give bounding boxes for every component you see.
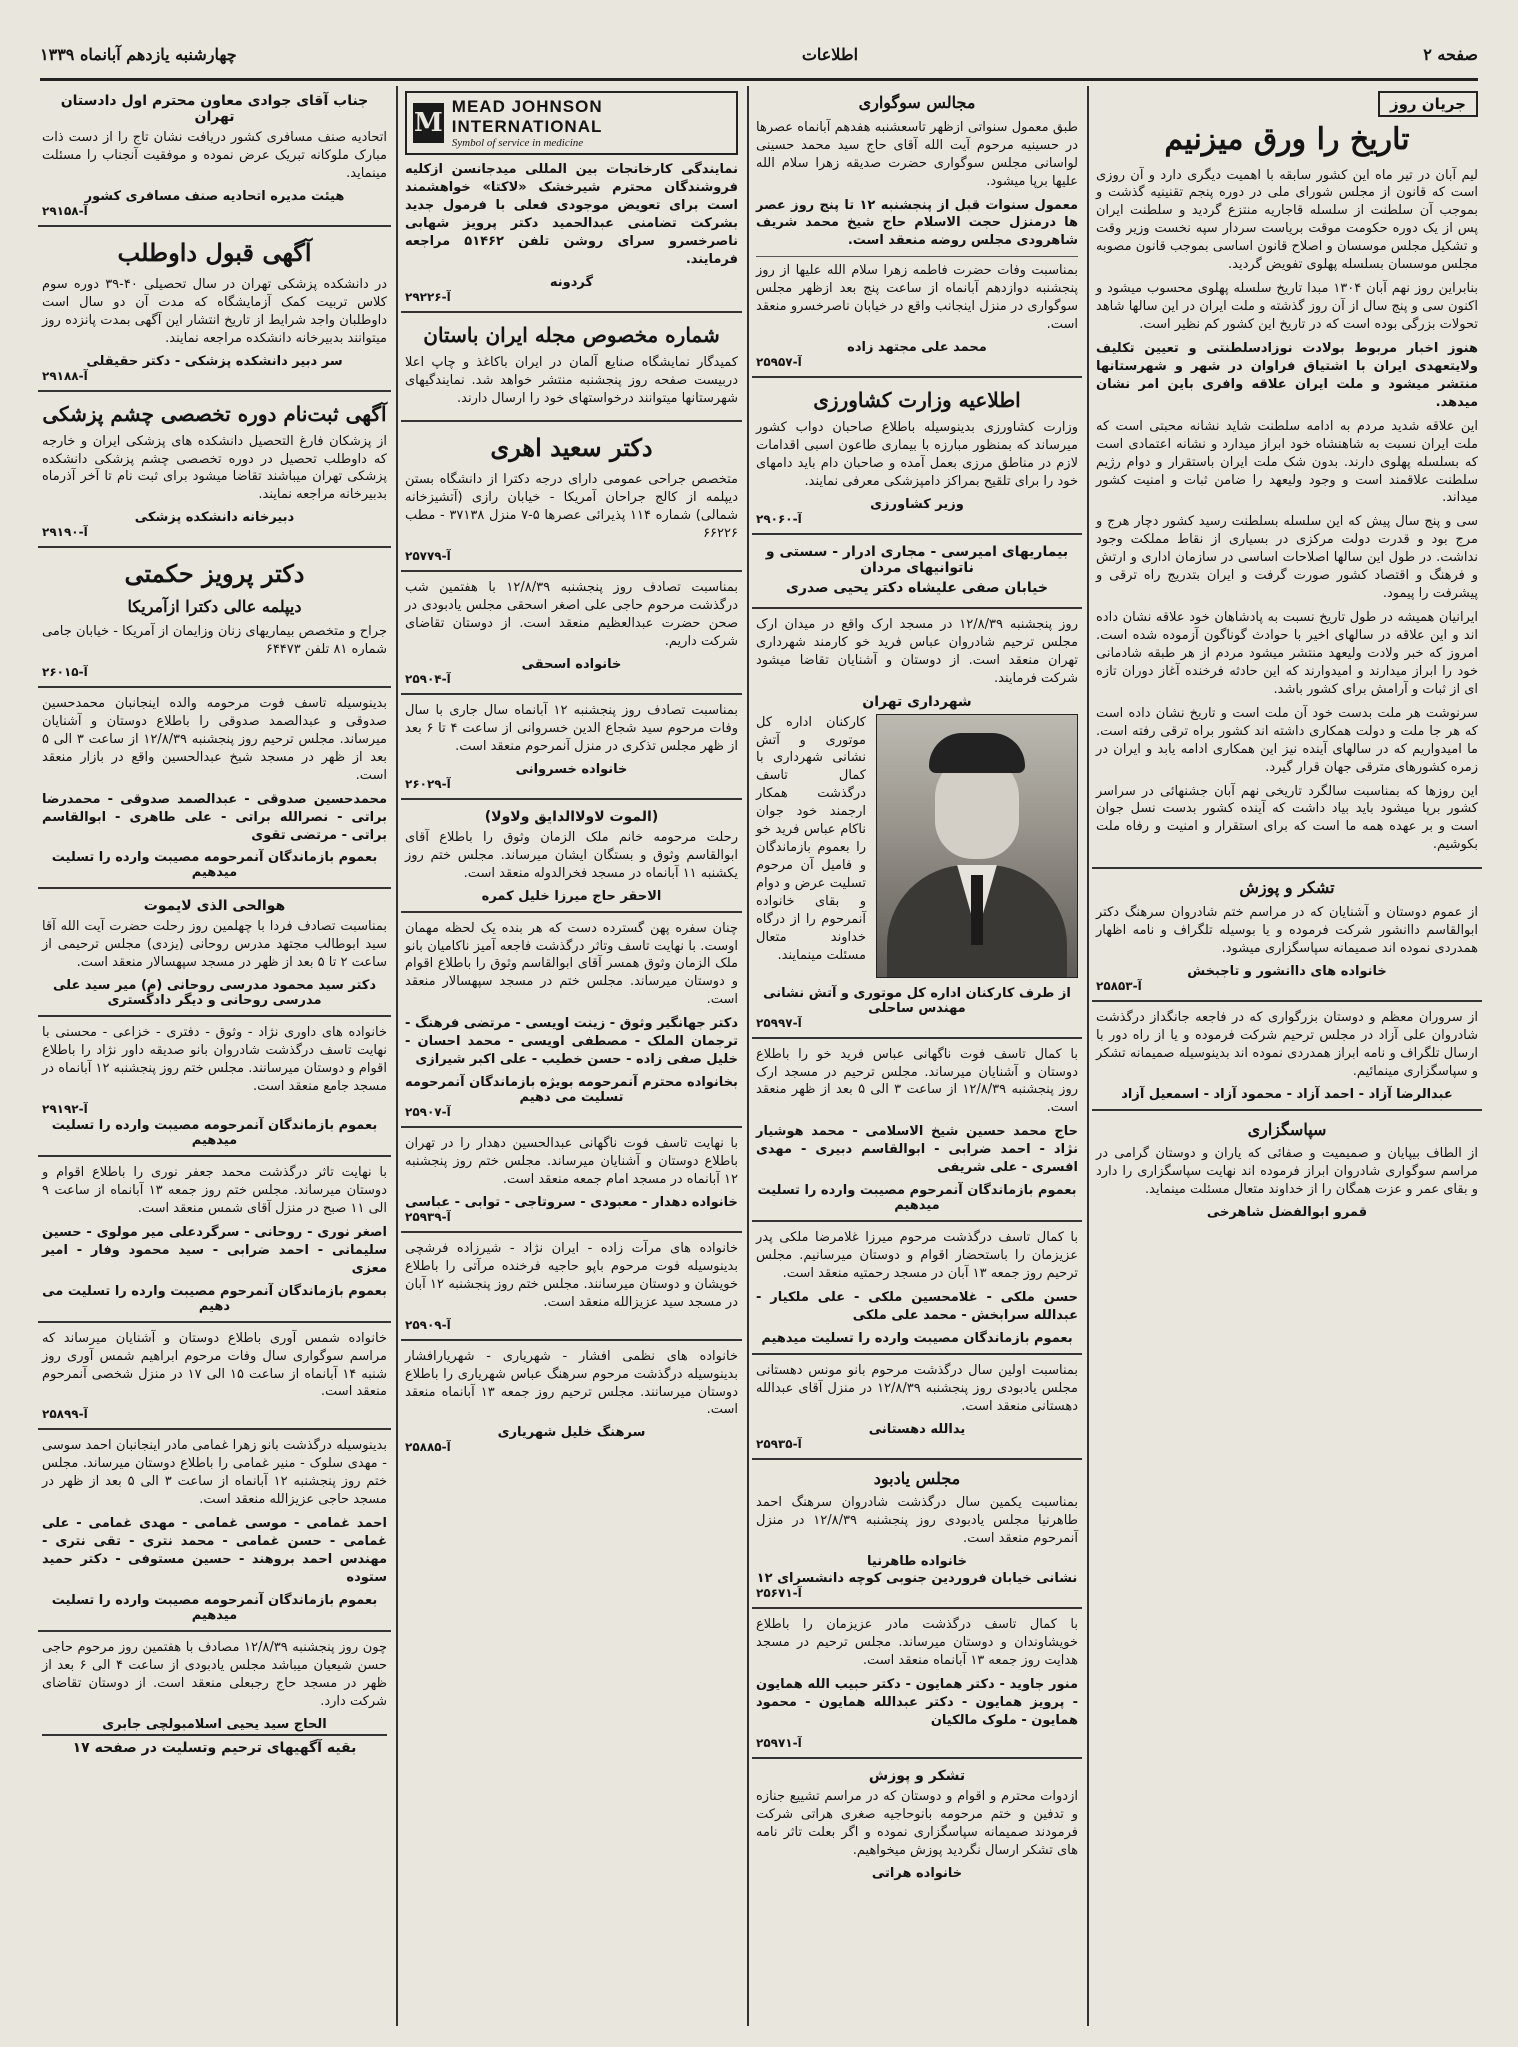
notice-condolence: بعموم بازماندگان مصیبت وارده را تسلیت میدهیم — [761, 1330, 1073, 1346]
notice-body: کارکنان اداره کل موتوری و آتش نشانی شهرداری با کمال تاسف درگذشت همکار ارجمند خود جوان ناکام عباس فرید خو را بعموم بازماندگان و فامیل آن مرحوم تسلیت عرض و دوام و بقای خانواده آنمرحوم را از درگاه خداوند متعال مسئلت مینمایند. — [756, 714, 866, 963]
notice-body: طبق معمول سنواتی ازظهر تاسعشنبه هفدهم آبانماه عصرها در حسینیه مرحوم آیت الله آقای حاج سید محمد حسینی لواسانی مجلس سوگواری حضرت صدیقه زهرا سلام الله علیها برپا میشود. — [756, 119, 1078, 189]
column-notices-3 — [401, 84, 742, 2034]
notice-names: احمد غمامی - موسی غمامی - مهدی غمامی - علی غمامی - حسن غمامی - محمد نتری - تقی نتری - مهندس احمد بروهند - حسین مستوفی - دکتر حمید ستوده — [42, 1516, 387, 1585]
notice-thanks — [752, 1759, 1082, 1888]
notice-memorial — [401, 572, 742, 695]
editorial-paragraph: بنابراین روز نهم آبان ۱۳۰۴ مبدا تاریخ سلسله پهلوی محسوب میشود و اکنون سی و پنج سال از آن روز گذشته و ملت ایران در این سالها شاهد تحولات بزرگی بوده است که در تاریخ این کشور کم نظیر است. — [1096, 281, 1478, 332]
editorial-paragraph: ایرانیان همیشه در طول تاریخ نسبت به پادشاهان خود علاقه نشان داده اند و این علاقه در سالهای اخیر با حوادث گوناگون آزموده شده است. امروز که خبر ولادت ولیعهد منتشر میشود مردم از هر طبقه شادمانی خود را ابراز میدارند و امیدوارند که این حادثه فرخنده آغاز دوران تازه ای از ثبات و آرامش برای کشور باشد. — [1096, 610, 1478, 697]
notice-body: بمناسبت تصادف فردا با چهلمین روز رحلت حضرت آیت الله آقا سید ابوطالب مجتهد مدرس روحانی (یزدی) مجلس ترحیمی از ساعت ۲ تا ۵ بعد از ظهر در مسجد سپهسالار منعقد است. — [42, 919, 387, 971]
ad-signature: گردونه — [549, 274, 594, 290]
notice-body: بمناسبت اولین سال درگذشت مرحوم بانو مونس دهستانی مجلس یادبودی روز پنجشنبه ۱۲/۸/۳۹ در منزل آقای عبدالله دهستانی منعقد است. — [756, 1362, 1078, 1414]
notice-title: اطلاعیه وزارت کشاورزی — [813, 388, 1021, 413]
notice-body: از پزشکان فارغ التحصیل دانشکده های پزشکی ایران و خارجه که داوطلب تحصیل در دوره تخصصی چشم پزشکی دانشکده پزشکی تهران میباشند تقاضا میشود برای ثبت نام تا آخر آذرماه بدبیرخانه مراجعه نمایند. — [42, 433, 387, 503]
notice-signature: سرهنگ خلیل شهریاری — [497, 1425, 646, 1441]
notice-title: تشکر و پوزش — [1239, 878, 1335, 898]
editorial-paragraph: هنوز اخبار مربوط بولادت نوزادسلطنتی و تعیین تکلیف ولایتعهدی ایران با اشتیاق فراوان در شهر و شهرستانها منتشر میشود و ملت ایران علاقه وافری باین امر نشان میدهد. — [1096, 340, 1478, 410]
notice-body: از عموم دوستان و آشنایان که در مراسم ختم شادروان سرهنگ دکتر ابوالقاسم داانشور شرکت فرموده و یا بوسیله تلگراف و نامه اظهار همدردی نموده اند صمیمانه سپاسگزاری میشود. — [1096, 905, 1478, 956]
ad-reference: ۲۵۹۳۵-آ — [756, 1436, 802, 1451]
notice-body: خانواده های مرآت زاده - ایران نژاد - شیرزاده فرشچی بدینوسیله فوت مرحوم باپو حاجیه فرخنده مرآتی را باطلاع خویشان و دوستان میرسانند. مجلس ختم روز پنجشنبه ۱۲ آبان در مسجد سید عزیزالله منعقد است. — [405, 1240, 738, 1310]
editorial-paragraph: این علاقه شدید مردم به ادامه سلطنت شاید نشانه محبتی است که ملت ایران نسبت به شاهنشاه خود ابراز میدارد و نشانه اعتمادی است که بسلسله پهلوی دارند. بدون شک ملت ایران باستقرار و دوام رژیم سلطنت علاقمند است و وجود ولیعهد را ضامن ثبات و امنیت کشور میداند. — [1096, 418, 1478, 506]
notice-thanks — [1092, 1002, 1482, 1111]
column-editorial — [1092, 84, 1482, 2034]
notice-memorial — [38, 1323, 391, 1431]
ad-title: شماره مخصوص مجله ایران باستان — [423, 322, 720, 347]
notice-body: معمول سنوات قبل از پنجشنبه ۱۲ تا پنج روز عصر ها درمنزل حجت الاسلام حاج شیخ محمد شریف شاهرودی مجلس روضه منعقد است. — [756, 197, 1078, 249]
notice-signature: خانواده دهدار - معبودی - سروتاجی - توابی - عباسی — [405, 1194, 738, 1210]
notice-title: (الموت لاولاالدایق ولاولا) — [484, 808, 659, 825]
notice-mourning — [38, 889, 391, 1017]
ad-subtitle: دیپلمه عالی دکترا ازآمریکا — [127, 597, 302, 617]
notice-signature: دبیرخانه دانشکده پزشکی — [134, 510, 295, 526]
notice-condolence: بعموم بازماندگان آنمرحومه مصیبت وارده را تسلیت میدهیم — [51, 850, 378, 881]
notice-municipality — [752, 609, 1082, 1039]
ad-title: دکتر سعید اهری — [490, 433, 653, 463]
notice-title: آگهی قبول داوطلب — [117, 237, 312, 267]
ad-doctor — [401, 422, 742, 572]
notice-body: وزارت کشاورزی بدینوسیله باطلاع صاحبان دواب کشور میرساند که بمنظور مبارزه با بیماری طاعون اسبی اقدامات لازم در مناطق مرزی بعمل آمده و صاحبان دام باید دامهای خود را برای تلقیح بمراکز دامپزشکی معرفی نمایند. — [756, 420, 1078, 489]
ad-reference: ۲۵۶۷۱-آ — [756, 1586, 802, 1601]
portrait-photo — [876, 714, 1078, 978]
notice-condolence: بعموم بازماندگان آنمرحوم مصیبت وارده را تسلیت میدهیم — [757, 1183, 1077, 1214]
ad-title: بیماریهای امیرسی - مجاری ادرار - سستی و ناتوانیهای مردان — [765, 543, 1069, 576]
paper-name: اطلاعات — [801, 44, 859, 64]
ad-reference: ۲۹۲۲۶-آ — [405, 289, 451, 304]
notice-address: نشانی خیابان فروردین جنوبی کوچه دانشسرای ۱۲ — [756, 1571, 1078, 1587]
notice-condolence: بعموم بازماندگان آنمرحوم مصیبت وارده را تسلیت می دهیم — [42, 1283, 387, 1314]
notice-signature: خانواده هراتی — [871, 1865, 963, 1881]
notice-body: ازدوات محترم و اقوام و دوستان که در مراسم تشییع جنازه و تدفین و ختم مرحومه بانوحاجیه صغری هراتی شرکت فرمودند صمیمانه سپاسگزاری نموده و اگر بعلت تاثر نامه های تشکر ارسال نگردید پوزش میخواهیم. — [756, 1788, 1078, 1858]
ad-reference: ۲۹۱۵۸-آ — [42, 203, 88, 218]
notice-body: بمناسبت تصادف روز پنجشنبه ۱۲/۸/۳۹ با هفتمین شب درگذشت مرحوم حاجی علی اصغر اسحقی مجلس یادبودی در صحن حضرت عبدالعظیم منعقد است. از دوستان تقاضای شرکت داریم. — [405, 580, 738, 649]
notice-signature: خانواده طاهرنیا — [867, 1554, 967, 1570]
notice-title: جناب آقای جوادی معاون محترم اول دادستان تهران — [60, 93, 369, 125]
ad-reference: ۲۵۸۹۹-آ — [42, 1407, 88, 1422]
ad-reference: ۲۹۱۹۲-آ — [42, 1102, 88, 1117]
notice-body: با نهایت تاثر درگذشت محمد جعفر نوری را باطلاع اقوام و دوستان میرساند. مجلس ختم روز جمعه ۱۳ آبانماه از ساعت ۹ الی ۱۱ صبح در منزل آقای شمس منعقد است. — [42, 1165, 387, 1216]
notice-names: حسن ملکی - غلامحسین ملکی - علی ملکیار - عبدالله سرابخش - محمد علی ملکی — [756, 1289, 1078, 1323]
editorial — [1092, 84, 1482, 869]
ad-reference: ۲۵۷۷۹-آ — [405, 549, 451, 564]
notice-title: هوالحی الذی لایموت — [143, 898, 286, 915]
editorial-paragraph: لیم آبان در تیر ماه این کشور سابقه با اهمیت دیگری دارد و آن روزی است که قانون از مجلس شورای ملی در دوره پنجم تقنینیه گذشت و بموجب آن سلطنت از سلسله قاجاریه منتزع گردید و سلطنت ایران پس از یک دوره حکومت موقت بریاست سردار سپه نخست وزیر وقت و تشکیل مجلس موسسان و اصلاح قانون اساسی بموجب قانون مصوبه مجلس موسسان بسلسله پهلوی تفویض گردید. — [1096, 167, 1478, 273]
notice-mourning — [752, 84, 1082, 378]
notice-signature: یدالله دهستانی — [868, 1421, 966, 1437]
column-notices-2 — [752, 84, 1082, 2034]
notice-title: آگهی ثبت‌نام دوره تخصصی چشم پزشکی — [42, 401, 387, 426]
notice-mourning — [401, 1233, 742, 1341]
continued-note: بقیه آگهیهای ترحیم وتسلیت در صفحه ۱۷ — [42, 1734, 387, 1756]
ad-reference: ۲۵۹۵۷-آ — [756, 355, 802, 370]
notice-mourning — [752, 1039, 1082, 1223]
notice-signature: الحاج سید یحیی اسلامبولچی جابری — [102, 1716, 327, 1732]
notice-title: مجلس یادبود — [873, 1468, 961, 1488]
notice-mourning — [401, 1128, 742, 1233]
page-header — [40, 30, 1478, 81]
column-notices-4 — [38, 84, 391, 2034]
notice-thanks — [1092, 1111, 1482, 1228]
notice-mourning — [38, 688, 391, 890]
notice-registration — [38, 392, 391, 549]
notice-memorial — [752, 1355, 1082, 1460]
notice-body: بمناسبت وفات حضرت فاطمه زهرا سلام الله علیها از روز پنجشنبه دوازدهم آبانماه از ساعت پنج بعد ازظهر مجلس سوگواری در منزل اینجانب واقع در خیابان ناصرخسرو منعقد است. — [756, 263, 1078, 333]
issue-date: چهارشنبه یازدهم آبانماه ۱۳۳۹ — [40, 44, 237, 64]
notice-body: اتحادیه صنف مسافری کشور دریافت نشان تاج را از دست ذات مبارک ملوکانه تبریک عرض نموده و موفقیت آنجناب را مسئلت مینماید. — [42, 130, 387, 181]
ad-reference: ۲۶۰۲۹-آ — [405, 776, 451, 791]
ad-doctor — [752, 535, 1082, 609]
notice-names: منور جاوید - دکتر همایون - دکتر حبیب الله همایون - پرویز همایون - دکتر عبدالله همایون - محمود همایون - ملوک مالکیان — [756, 1677, 1078, 1728]
ad-reference: ۲۹۰۶۰-آ — [756, 511, 802, 526]
notice-admission — [38, 227, 391, 392]
notice-body: از الطاف بیپایان و صمیمیت و صفائی که یاران و دوستان گرامی در مراسم سوگواری شادروان ابراز فرموده اند نهایت سپاسگزاری را دارد و بقای عمر و عزت همگان را از خداوند متعال مسئلت مینماید. — [1096, 1146, 1478, 1198]
ad-body: کمیدگار نمایشگاه صنایع آلمان در ایران باکاغذ و چاپ اعلا دربیست صفحه روز پنجشنبه منتشر خواهد شد. نمایندگیهای شهرستانها میتوانند درخواستهای خود را ارسال دارند. — [405, 354, 738, 406]
ad-reference: ۲۵۹۷۱-آ — [756, 1735, 802, 1750]
notice-signature: عبدالرضا آزاد - احمد آزاد - محمود آزاد - اسمعیل آزاد — [1121, 1086, 1453, 1102]
ad-reference: ۲۵۸۸۵-آ — [405, 1440, 451, 1455]
editorial-paragraph: سرنوشت هر ملت بدست خود آن ملت است و تاریخ نشان داده است که هر جا ملت و دولت همکاری داشته اند کشور براه ترقی رفته است. ما امیدواریم که در سالهای آینده نیز این همکاری ادامه یابد و ایران در زمره کشورهای مترقی جهان قرار گیرد. — [1096, 705, 1478, 775]
notice-signature: هیئت مدیره اتحادیه صنف مسافری کشور — [84, 188, 345, 204]
notice-signature: خانواده خسروانی — [515, 761, 628, 777]
notice-body: با نهایت تاسف فوت ناگهانی عبدالحسین دهدار را در تهران باطلاع دوستان و آشنایان میرساند. مجلس ختم روز پنجشنبه ۱۲ آبانماه در مسجد امام جمعه منعقد است. — [405, 1136, 738, 1187]
ad-reference: ۲۶۰۱۵-آ — [42, 664, 88, 679]
notice-body: با کمال تاسف درگذشت مرحوم میرزا غلامرضا ملکی پدر عزیزمان را باستحضار اقوام و دوستان میرسانیم. مجلس ترحیم روز جمعه ۱۳ آبان در مسجد رحمتیه منعقد است. — [756, 1230, 1078, 1282]
ad-reference: ۲۵۹۰۹-آ — [405, 1317, 451, 1332]
ad-reference: ۲۵۹۰۴-آ — [405, 671, 451, 686]
notice-names: اصغر نوری - روحانی - سرگردعلی میر مولوی - حسین سلیمانی - احمد ضرابی - سید محمود وفار - امیر معزی — [42, 1224, 387, 1276]
notice-body: خانواده های نظمی افشار - شهریاری - شهریارافشار بدینوسیله درگذشت مرحوم سرهنگ عباس شهریاری را باطلاع دوستان میرسانند. مجلس ترحیم روز جمعه ۱۳ آبانماه منعقد است. — [405, 1348, 738, 1418]
logo-tagline: Symbol of service in medicine — [451, 137, 584, 149]
notice-body: خانواده شمس آوری باطلاع دوستان و آشنایان میرساند که مراسم سوگواری سال وفات مرحوم ابراهیم شمس آوری روز شنبه ۱۴ آبانماه از ساعت ۱۵ الی ۱۷ در منزل شخصی آنمرحوم منعقد است. — [42, 1330, 387, 1400]
ad-reference: ۲۵۸۵۳-آ — [1096, 978, 1142, 993]
notice-signature: خانواده های داانشور و تاجبخش — [1187, 963, 1387, 979]
notice-mourning — [752, 1609, 1082, 1759]
ad-reference: ۲۵۹۳۹-آ — [405, 1209, 451, 1224]
notice-body: با کمال تاسف فوت ناگهانی عباس فرید خو را باطلاع دوستان و آشنایان میرساند. مجلس ترحیم در مسجد ارک روز پنجشنبه ۱۲/۸/۳۹ از ساعت ۳ الی ۵ بعد از ظهر منعقد است. — [756, 1046, 1078, 1116]
notice-title: سپاسگزاری — [1247, 1119, 1327, 1139]
notice-names: محمدحسین صدوقی - عبدالصمد صدوقی - محمدرضا براتی - نصرالله براتی - علی طاهری - ابوالقاسم براتی - مرتضی تقوی — [42, 791, 387, 843]
editorial-paragraph: این روزها که بمناسبت سالگرد تاریخی نهم آبان جشنهائی در سراسر کشور برپا میشود باید بیاد داشت که آینده کشور بدست نسل جوان است و بر عهده همه ما است که برای استقرار و امنیت و رفاه ملت بکوشیم. — [1096, 783, 1478, 853]
notice-congrats — [38, 84, 391, 227]
company-logo — [405, 91, 738, 155]
column-divider — [396, 86, 398, 2026]
page-number: صفحه ۲ — [1423, 44, 1478, 64]
notice-title: تشکر و پوزش — [868, 1767, 966, 1784]
column-divider — [747, 86, 749, 2026]
ad-body: جراح و متخصص بیماریهای زنان وزایمان از آمریکا - خیابان جامی شماره ۸۱ تلفن ۶۴۴۷۳ — [42, 624, 387, 658]
notice-condolence: بعموم بازماندگان آنمرحومه مصیبت وارده را تسلیت میدهیم — [51, 1592, 378, 1623]
notice-body: چون روز پنجشنبه ۱۲/۸/۳۹ مصادف با هفتمین روز مرحوم حاجی حسن شیعیان میباشد مجلس یادبودی از ساعت ۴ الی ۶ بعد از ظهر در مسجد حاج رجبعلی منعقد است. از دوستان تقاضای شرکت دارد. — [42, 1639, 388, 1709]
notice-condolence: بخانواده محترم آنمرحومه بویژه بازماندگان آنمرحومه تسلیت می دهیم — [405, 1075, 738, 1106]
notice-signature: از طرف کارکنان اداره کل موتوری و آتش نشانی مهندس ساحلی — [763, 985, 1071, 1016]
notice-mourning — [38, 1430, 391, 1632]
notice-names: حاج محمد حسین شیخ الاسلامی - محمد هوشیار نژاد - احمد ضرابی - ابوالقاسم دبیری - مهدی افسری - علی شریفی — [756, 1124, 1078, 1176]
ad-reference: ۲۵۹۹۷-آ — [756, 1015, 802, 1030]
notice-body: رحلت مرحومه خانم ملک الزمان وثوق را باطلاع آقای ابوالقاسم وثوق و بستگان ایشان میرساند. مجلس ختم روز یکشنبه ۱۱ آبانماه در مسجد فخرالدوله منعقد است. — [405, 829, 738, 881]
ad-subtitle: خیابان صفی علیشاه دکتر یحیی صدری — [786, 579, 1048, 596]
editorial-title: تاریخ را ورق میزنیم — [1164, 122, 1410, 157]
column-divider — [1087, 86, 1089, 2026]
notice-mourning — [401, 800, 742, 913]
notice-signature: خانواده اسحقی — [521, 656, 622, 672]
notice-body: بمناسبت یکمین سال درگذشت شادروان سرهنگ احمد طاهرنیا مجلس یادبودی روز پنجشنبه ۱۲/۸/۳۹ در منزل آنمرحوم منعقد است. — [756, 1495, 1079, 1547]
notice-ministry — [752, 378, 1082, 535]
ad-reference: ۲۹۱۹۰-آ — [42, 525, 88, 540]
notice-names: دکتر جهانگیر وثوق - زینت اویسی - مرتضی فرهنگ - ترجمان الملک - مصطفی اویسی - محمد احسان - خلیل صفی زاده - حسن خطیب - علی اکبر شیرازی — [405, 1016, 738, 1068]
section-label: جریان روز — [1378, 91, 1478, 117]
notice-memorial — [752, 1460, 1082, 1610]
notice-body: بدینوسیله تاسف فوت مرحومه والده اینجانبان محمدحسین صدوقی و عبدالصمد صدوقی را باطلاع دوستان و آشنایان میرساند. مجلس ترحیم روز پنجشنبه ۱۲/۸/۳۹ از ساعت ۳ الی ۵ بعد از ظهر در مسجد شیخ عبدالحسین واقع در بازار منعقد است. — [42, 695, 387, 783]
notice-signature: محمد علی مجتهد زاده — [847, 340, 987, 356]
ad-title: دکتر پرویز حکمتی — [124, 559, 305, 589]
notice-mourning — [401, 1341, 742, 1462]
notice-condolence: بعموم بازماندگان آنمرحومه مصیبت وارده را تسلیت میدهیم — [51, 1118, 378, 1149]
notice-signature: الاحقر حاج میرزا خلیل کمره — [481, 888, 662, 904]
notice-body: بدینوسیله درگذشت بانو زهرا غمامی مادر اینجانبان احمد سوسی - مهدی سلوک - منیر غمامی را باطلاع دوستان میرساند. مجلس ختم روز پنجشنبه ۱۲ آبانماه از ساعت ۳ الی ۵ بعد از ظهر در مسجد حاجی عزیزالله منعقد است. — [42, 1438, 387, 1508]
ad-doctor — [38, 548, 391, 688]
notice-title: مجالس سوگواری — [858, 93, 976, 112]
notice-mourning — [38, 1017, 391, 1157]
ad-magazine — [401, 313, 742, 423]
notice-signature: وزیر کشاورزی — [870, 496, 964, 512]
notice-thanks — [1092, 869, 1482, 1002]
notice-body: خانواده های داوری نژاد - وثوق - دفتری - خزاعی - محسنی با نهایت تاسف درگذشت شادروان بانو صدیقه داور نژاد را باطلاع اقوام و دوستان میرسانند. مجلس ختم روز پنجشنبه ۱۲ آبانماه در مسجد جامع منعقد است. — [42, 1025, 387, 1095]
notice-memorial — [401, 695, 742, 800]
ad-reference: ۲۵۹۰۷-آ — [405, 1105, 451, 1120]
notice-body: بمناسبت تصادف روز پنجشنبه ۱۲ آبانماه سال جاری با سال وفات مرحوم سید شجاع الدین خسروانی از ساعت ۴ تا ۶ بعد از ظهر مجلس تذکری در منزل آنمرحوم منعقد است. — [405, 702, 738, 754]
editorial-paragraph: سی و پنج سال پیش که این سلسله بسلطنت رسید کشور دچار هرج و مرج بود و قدرت دولت مرکزی در بسیاری از نقاط مملکت وجود نداشت. در طول این سالها اصلاحات اساسی در سازمان اداری و ارتش و فرهنگ و اقتصاد کشور صورت گرفت و ایران بتدریج راه ترقی و پیشرفت را پیمود. — [1096, 514, 1478, 602]
notice-signature: سر دبیر دانشکده پزشکی - دکتر حقیقلی — [86, 353, 343, 369]
notice-mourning — [752, 1222, 1082, 1355]
logo-name: MEAD JOHNSON INTERNATIONAL — [451, 97, 603, 136]
notice-signature: دکتر سید محمود مدرسی روحانی (م) میر سید علی مدرسی روحانی و دیگر دادگستری — [52, 978, 376, 1009]
notice-mourning — [401, 913, 742, 1129]
notice-signature: قمرو ابوالفضل شاهرخی — [1206, 1205, 1368, 1221]
notice-memorial — [38, 1632, 391, 1767]
notice-body: از سروران معظم و دوستان بزرگواری که در فاجعه جانگداز درگذشت شادروان علی آزاد در مجلس ترحیم شرکت فرموده و یا از راه دور با ارسال تلگراف و نامه ابراز همدردی نموده اند بدینوسیله صمیمانه تشکر و سپاسگزاری مینمائیم. — [1096, 1009, 1478, 1079]
notice-signature: شهرداری تهران — [862, 693, 972, 710]
ad-body: متخصص جراحی عمومی دارای درجه دکترا از دانشگاه بستن دیپلمه از کالج جراحان آمریکا - خیابان رازی (آتشیزخانه شمالی) شماره ۱۱۴ پذیرائی عصرها ۵-۷ منزل ۳۷۱۳۸ - مطب ۶۶۲۲۶ — [405, 472, 738, 542]
logo-mark: M — [413, 103, 444, 143]
ad-mead-johnson — [401, 84, 742, 313]
notice-body: در دانشکده پزشکی تهران در سال تحصیلی ۴۰-۳۹ دوره سوم کلاس تربیت کمک آزمایشگاه که مدت آن دو سال است داوطلبان واجد شرایط از تاریخ انتشار این آگهی بمدت پانزده روز میتوانند بدبیرخانه دانشکده مراجعه نمایند. — [42, 276, 388, 346]
notice-body: با کمال تاسف درگذشت مادر عزیزمان را باطلاع خویشاوندان و دوستان میرساند. مجلس ترحیم در مسجد هدایت روز جمعه ۱۳ آبانماه منعقد است. — [756, 1617, 1078, 1669]
notice-body: چنان سفره پهن گسترده دست که هر بنده یک لحظه مهمان اوست. با نهایت تاسف وتاثر درگذشت فاجعه آمیز ناکامیان بانو ملک الزمان وثوق همسر آقای ابوالقاسم وثوق را باطلاع اقوام و دوستان میرساند. مجلس ختم در مسجد سپهسالار منعقد است. — [405, 920, 738, 1008]
notice-body: روز پنجشنبه ۱۲/۸/۳۹ در مسجد ارک واقع در میدان ارک مجلس ترحیم شادروان عباس فرید خو کارمند شهرداری تهران منعقد است. از دوستان و آشنایان تقاضا میشود شرکت فرمایند. — [756, 616, 1078, 686]
ad-reference: ۲۹۱۸۸-آ — [42, 368, 88, 383]
notice-mourning — [38, 1157, 391, 1323]
ad-body: نمایندگی کارخانجات بین المللی میدجانسن ازکلیه فروشندگان محترم شیرخشک «لاکتا» خواهشمند است برای تعویض موجودی فعلی با فرمول جدید بشرکت تضامنی عبدالحمید دکتر پرویز شهابی ناصرخسرو سرای روشن تلفن ۵۱۴۶۲ مراجعه فرمایند. — [405, 162, 738, 267]
